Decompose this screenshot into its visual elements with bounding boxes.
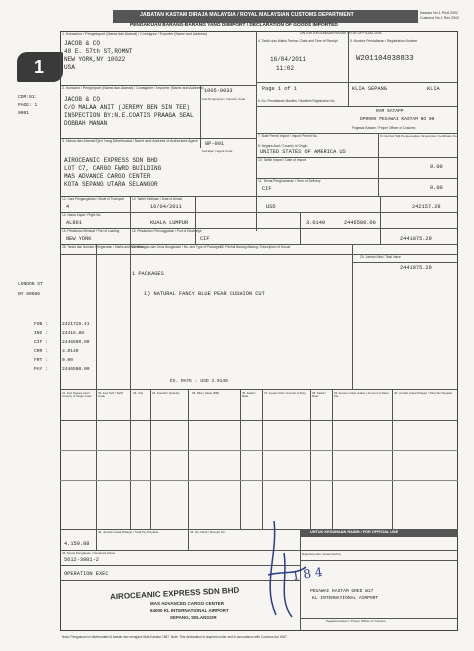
agent-name: AIROCEANIC EXPRESS SDN BHD [64,157,158,164]
consignor-address-3: USA [64,64,75,71]
crr-value: 3.0140 [62,349,79,354]
consignee-line-2: C/O MALAA ANIT (JEREMY BEN SIN TEE) [64,104,191,111]
consignor-name: JACOB & CO [64,40,101,47]
col-tax-rate: 38. Kadar / Rate [312,391,327,398]
package-count: 1 PACKAGES [132,271,164,277]
form-code: Kastam No.1 Pind 2002 [420,11,458,15]
officer-stamp: PEGAWAI KASTAM GRED W17 [310,589,374,594]
divider [262,389,263,529]
consignee-label: 2. Konsaini / Pengimport (Nama dan Alamat) / Consignee / Importer (Name and Address) [62,86,204,90]
divider [188,529,189,550]
divider [60,228,458,229]
flight-number: AL801 [66,220,82,226]
insurance-value: 0.00 [430,164,443,170]
registration-label: 5. Nombor Pendaftaran / Registration Number [350,39,418,43]
fob-value: 242157.29 [412,204,441,210]
header-title-line2: PENGAKUAN BARANG-BARANG YANG DIIMPORT / DECLARATION OF GOODS IMPORTED [130,23,338,28]
cif-label: CIF : [34,340,48,345]
divider [96,529,97,550]
ins-value: 24415.88 [62,331,85,336]
country-origin-label: 9. Negara Asal / Country of Origin [258,144,308,148]
margin-code-2: PAGE: 1 [18,103,38,108]
amount-1: 2446500.00 [344,220,376,226]
marks-line-2: NY 80086 [18,292,41,297]
divider [60,389,458,390]
header-title-line1: JABATAN KASTAM DIRAJA MALAYSIA / ROYAL MALAYSIAN CUSTOMS DEPARTMENT [140,12,354,18]
import-date-label: 10. Tarikh Import / Date of Import [258,158,307,162]
consignor-label: 1. Konsainor / Pengeksport (Nama dan Alamat) / Consignor / Exporter (Name and Address) [62,32,208,36]
official-use-label: UNTUK KEGUNAAN RASMI / FOR OFFICIAL USE [300,31,382,35]
declarant-id: 5612-3801-2 [64,557,99,563]
col-sales-tax: 39. Amaun Cukai Jualan / Amount of Sales Tax [334,391,389,398]
divider [200,138,201,148]
receipt-date: 16/04/2011 [270,56,307,63]
margin-code-3: 0001 [18,111,30,116]
port-loading-label: 15. Pelabuhan Memuat / Port of Loading [62,229,120,233]
divider [392,389,393,529]
divider [200,85,201,138]
transport-mode-label: 12. Cara Pengangkutan / Mode of Transport [62,197,125,201]
total-value-label: 29. Jumlah Nilai / Total Value [360,255,401,259]
divider [348,31,349,106]
divider [240,389,241,529]
divider [300,212,301,244]
packages-label: 26. Bilangan dan Jenis Bungkusan / No. and Type of Packages [132,245,222,249]
agent-code: 8P-001 [205,141,225,147]
footnote: Nota: Pengakuan ini dikehendaki di bawah dan mengikut Akta Kastam 1967. Note: This declaration is required under and in accordance with Customs Act 1967. [62,635,288,639]
exchange-rate: 3.0140 [306,220,326,226]
divider [378,133,379,196]
col-value: 35. Nilai / Value (RM) [192,391,220,395]
import-code: 1005-0033 [204,88,233,94]
fob-summary-label: FOB : [34,322,48,327]
official-use-footer: UNTUK KEGUNAAN RASMI / FOR OFFICIAL USE [310,530,399,534]
discharge-port-top: KUALA LUMPUR [150,220,189,226]
description-label: 28. Perihal Barang-Barang / Description of Goods [220,245,291,249]
receipt-time: 11:02 [276,65,295,72]
consignee-name: JACOB & CO [64,96,101,103]
stamp-line-4: SEPANG, SELANGOR [170,615,217,620]
agent-line-3: MAS ADVANCE CARGO CENTER [64,173,151,180]
officer-footer-label: Pegawai Kastam / Proper Officer of Customs [326,619,386,623]
divider [188,389,189,529]
agent-line-2: LOT C7, CARGO FWRD BUILDING [64,165,162,172]
stamp-line-3: 64000 KL INTERNATIONAL AIRPORT [150,608,229,613]
manifest-label: 6. No. Pendaftaran Manifes / Manifest Registration No. [258,99,336,103]
pay-value: 2446500.00 [62,367,90,372]
currency-code: USD [266,204,276,210]
declarant-label: 44. Nama Pengakuan / Declarant Name [62,551,116,555]
term-delivery-label: 11. Terma Penghantaran / Term of Delivery [258,179,321,183]
agent-line-4: KOTA SEPANG UTARA SELANGOR [64,181,158,188]
cif-value: 2446500.00 [62,340,90,345]
station: KLIA SEPANG [352,86,387,92]
divider [60,450,458,451]
stamp-line-2: MAS ADVANCED CARGO CENTER [150,601,225,606]
term-delivery: CIF [262,186,272,192]
divider [60,480,458,481]
officer-label: Pegawai Kastam / Proper Officer of Customs [352,126,416,130]
col-tariff-code: 32. Kod Tarif / Tariff Code [98,391,123,398]
consignor-address-1: 48 E. 57th ST,ROMNT [64,48,133,55]
form-code-2: Customs No.1 Rev 2002 [420,16,460,20]
examined-label: Diperiksa oleh / Examined by [302,552,341,556]
page-count: Page 1 of 1 [262,86,297,92]
col-duty-amount: 37. Amaun Duti / Amount of Duty [264,391,306,395]
col-total-tax: 40. Jumlah Cukai Dibayar / Total Tax Payable [394,391,453,395]
port-loading: NEW YORK [66,236,92,242]
arrival-date: 16/04/2011 [150,204,182,210]
arrival-date-label: 13. Tarikh Ketibaan / Date of Arrival [132,197,182,201]
divider [332,389,333,529]
crr-label: CRR : [34,349,48,354]
amount-2: 2441875.29 [400,236,432,242]
divider [195,196,196,244]
port-discharge-label: 16. Pelabuhan Pemunggahan / Port of Discharge [132,229,202,233]
col-unit: 33. Unit [133,391,143,395]
marks-label: 25. Tanda dan Nombor Pengenalan / Marks and Numbers [62,245,144,249]
receipt-date-label: 4. Tarikh dan Waktu Terima / Date and Time of Receipt [258,39,338,43]
divider [60,420,458,421]
consignee-line-3: INSPECTION BY:N.E.COATIS PRAAGA SEAL [64,112,194,119]
officer-stamp-2: KL INTERNATIONAL AIRPORT [312,596,379,601]
frt-label: FRT : [34,358,48,363]
import-permit-label: 7. Butir Permit Import / Import Permit No. [258,134,318,138]
transport-mode: 4 [66,204,70,210]
form-number: 1 [34,57,45,77]
divider [96,244,97,389]
agent-code-label: Kod Ejen / Agent Code [202,149,233,153]
col-country-code: 31. Kod Negara Asal / Country of Origin Code [62,391,92,398]
tax-paid-label: 42. Jumlah Cukai Dibayar / Total Tax Payable [98,530,159,534]
divider [256,31,257,231]
station-code: KLIA [427,86,440,92]
divider [310,389,311,529]
receipt-label: 43. No. Resit / Receipt No. [190,530,226,534]
divider [352,262,458,263]
flight-label: 14. Nama Kapal / Flight No. [62,213,102,217]
officer-line-2: DP0005 PEGAWAI KASTAM NO 00 [360,117,435,122]
registration-number: W201104038833 [356,55,414,63]
item-description: 1) NATURAL FANCY BLUE PEAR CUSHION CUT [144,291,265,297]
fob-summary: 2421729.41 [62,322,90,327]
handwritten-number: 1 8 4 [291,564,324,584]
officer-name: RAM SATAPP [376,109,404,114]
consignee-line-4: DOBBAH MANAN [64,120,108,127]
agent-label: 3. Nama dan Alamat Ejen Yang Diberikuasa / Name and Address of Authorised Agent [62,139,198,143]
pay-label: PAY : [34,367,48,372]
divider [130,389,131,529]
consignor-address-2: NEW YORK,NY 10022 [64,56,126,63]
divider [256,82,458,83]
freight-value: 0.00 [430,185,443,191]
marks-line-1: LONDON ST [18,282,43,287]
stamp-company: AIROCEANIC EXPRESS SDN BHD [109,585,240,602]
divider [150,389,151,529]
total-value: 2441875.29 [400,265,432,271]
frt-value: 0.00 [62,358,74,363]
margin-code-1: CDM:01: [18,95,38,100]
col-quantity: 34. Kuantiti / Quantity [152,391,180,395]
divider [352,244,353,389]
col-duty-rate: 36. Kadar / Rate [242,391,257,398]
ins-label: INS : [34,331,48,336]
declarant-title: OPERATION EXEC [64,571,109,577]
divider [380,196,381,244]
divider [300,560,458,561]
divider [96,389,97,529]
divider [60,212,458,213]
ex-rate-line: EX. RATE : USD 3.0140 [170,379,228,384]
import-code-label: Kod Pengimport / Importer Code [202,97,246,101]
divider [256,106,458,107]
divider [130,196,131,244]
term-code: CIF [200,236,210,242]
exemption-cert-label: 8. Nombor Sijil Pengecualian / Exemption Certificate No. [380,134,458,138]
country-origin: UNITED STATES OF AMERICA US [260,149,346,155]
tax-paid: 4.150.88 [64,541,90,547]
divider [130,244,131,389]
